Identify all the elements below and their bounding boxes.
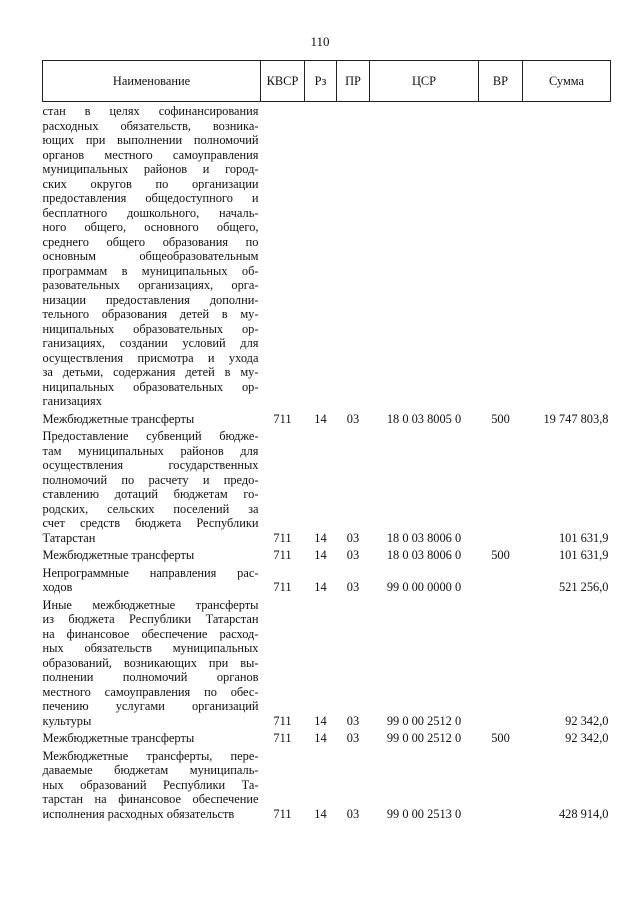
row-name-line: ходов xyxy=(42,580,73,594)
column-header-sum: Сумма xyxy=(523,61,611,102)
row-pr: 03 xyxy=(346,580,360,594)
row-rz: 14 xyxy=(314,713,327,728)
row-vr xyxy=(479,746,523,822)
row-name-line: печению услугами организаций xyxy=(42,699,259,713)
row-pr: 03 xyxy=(346,548,360,562)
row-name-line: ганизациях, создании условий для xyxy=(42,336,259,350)
row-rz: 14 xyxy=(314,411,327,426)
row-rz: 14 xyxy=(314,530,327,545)
row-name-line: полнении полномочий органов xyxy=(42,670,259,684)
row-pr: 03 xyxy=(346,713,360,728)
row-name-line: культуры xyxy=(42,713,92,728)
row-vr xyxy=(479,595,523,729)
row-name-line: ставлению дотаций бюджетам го- xyxy=(42,487,259,501)
row-name-line: среднего общего образования по xyxy=(42,234,259,249)
row-csr: 99 0 00 2512 0 xyxy=(386,731,462,745)
column-header-name: Наименование xyxy=(43,61,261,102)
row-vr: 500 xyxy=(491,731,510,745)
table-row xyxy=(43,409,611,427)
row-name-line: там муниципальных районов для xyxy=(42,443,259,458)
row-name-line: муниципальных районов и город- xyxy=(42,162,259,176)
row-kvsr: 711 xyxy=(273,713,292,728)
row-sum: 101 631,9 xyxy=(558,548,609,562)
row-name-line: низации предоставления дополни- xyxy=(42,292,259,307)
row-name-line: на финансовое обеспечение расход- xyxy=(42,626,259,641)
row-sum xyxy=(523,102,611,409)
row-rz: 14 xyxy=(314,731,327,745)
page-number: 110 xyxy=(310,34,330,49)
row-pr xyxy=(337,102,370,409)
row-name-line: основным общеобразовательным xyxy=(42,249,259,263)
row-kvsr xyxy=(261,102,305,409)
row-name-line: предоставления общедоступного и xyxy=(42,191,259,205)
row-kvsr: 711 xyxy=(273,731,292,745)
row-name-line: Межбюджетные трансферты xyxy=(42,548,195,562)
row-name-line: программам в муниципальных об- xyxy=(42,263,259,278)
row-name-line: образований, возникающих при вы- xyxy=(42,655,259,670)
row-name xyxy=(43,746,261,822)
row-name-line: местного самоуправления по обес- xyxy=(42,684,259,699)
column-header-vr: ВР xyxy=(479,61,523,102)
row-sum: 428 914,0 xyxy=(558,806,609,821)
row-name-line: Непрограммные направления рас- xyxy=(42,565,259,580)
row-csr xyxy=(370,102,479,409)
row-name-line: Межбюджетные трансферты, пере- xyxy=(42,748,259,763)
row-vr xyxy=(479,563,523,595)
row-name-line: осуществления присмотра и ухода xyxy=(42,350,259,365)
row-vr xyxy=(479,426,523,545)
row-name-line: Предоставление субвенций бюдже- xyxy=(42,429,259,443)
row-vr: 500 xyxy=(491,548,510,562)
row-name-line: ных образований Республики Та- xyxy=(42,777,259,792)
row-name xyxy=(43,545,261,563)
row-name-line: расходных обязательств, возника- xyxy=(42,118,259,133)
row-name-line: Татарстан xyxy=(42,530,96,545)
row-name-line: ганизациях xyxy=(42,394,102,408)
row-sum: 92 342,0 xyxy=(565,713,609,728)
table-row xyxy=(43,545,611,563)
row-kvsr: 711 xyxy=(273,411,292,426)
row-csr: 99 0 00 0000 0 xyxy=(386,580,462,594)
budget-table xyxy=(42,60,611,821)
table-row xyxy=(43,563,611,595)
row-rz: 14 xyxy=(314,548,327,562)
column-header-pr: ПР xyxy=(337,61,370,102)
row-name-line: ниципальных образовательных ор- xyxy=(42,321,259,336)
row-name-line: ющих при выполнении полномочий xyxy=(42,133,259,147)
table-row xyxy=(43,595,611,729)
row-name-line: ного общего, основного общего, xyxy=(42,220,259,234)
row-name xyxy=(43,426,261,545)
table-row xyxy=(43,746,611,822)
row-name-line: родских, сельских поселений за xyxy=(42,501,259,516)
row-csr: 18 0 03 8006 0 xyxy=(386,530,462,545)
row-name xyxy=(43,102,261,409)
row-name-line: тарстан на финансовое обеспечение xyxy=(42,792,259,806)
row-name-line: Межбюджетные трансферты xyxy=(42,411,195,426)
row-sum: 92 342,0 xyxy=(565,731,609,745)
row-name xyxy=(43,409,261,427)
table-header-row xyxy=(43,61,611,102)
row-name-line: счет средств бюджета Республики xyxy=(42,516,259,530)
table-row xyxy=(43,728,611,746)
row-name-line: из бюджета Республики Татарстан xyxy=(42,612,259,626)
row-name-line: разовательных организациях, орга- xyxy=(42,278,259,292)
row-pr: 03 xyxy=(346,806,360,821)
row-name-line: Межбюджетные трансферты xyxy=(42,731,195,745)
row-name-line: полномочий по расчету и предо- xyxy=(42,472,259,487)
column-header-csr: ЦСР xyxy=(370,61,479,102)
row-csr: 99 0 00 2513 0 xyxy=(386,806,462,821)
row-vr xyxy=(479,102,523,409)
row-kvsr: 711 xyxy=(273,530,292,545)
row-name-line: исполнения расходных обязательств xyxy=(42,806,235,821)
row-sum: 19 747 803,8 xyxy=(543,411,609,426)
column-header-kvsr: КВСР xyxy=(261,61,305,102)
row-sum: 101 631,9 xyxy=(558,530,609,545)
row-rz xyxy=(305,102,337,409)
row-kvsr: 711 xyxy=(273,548,292,562)
row-name-line: стан в целях софинансирования xyxy=(42,104,259,118)
row-kvsr: 711 xyxy=(273,806,292,821)
row-name-line: ских округов по организации xyxy=(42,176,259,191)
row-name xyxy=(43,563,261,595)
row-name-line: ных обязательств муниципальных xyxy=(42,641,259,655)
table-row xyxy=(43,426,611,545)
row-name-line: даваемые бюджетам муниципаль- xyxy=(42,763,259,777)
row-pr: 03 xyxy=(346,530,360,545)
row-name-line: Иные межбюджетные трансферты xyxy=(42,597,259,612)
row-rz: 14 xyxy=(314,806,327,821)
row-name-line: тельного образования детей в му- xyxy=(42,307,259,321)
row-csr: 18 0 03 8005 0 xyxy=(386,411,462,426)
row-pr: 03 xyxy=(346,731,360,745)
row-name-line: осуществления государственных xyxy=(42,458,259,472)
row-rz: 14 xyxy=(314,580,327,594)
row-name-line: бесплатного дошкольного, началь- xyxy=(42,205,259,220)
row-name-line: за детьми, содержания детей в му- xyxy=(42,365,259,379)
row-csr: 18 0 03 8006 0 xyxy=(386,548,462,562)
row-name xyxy=(43,595,261,729)
row-name xyxy=(43,728,261,746)
table-row xyxy=(43,102,611,409)
row-name-line: органов местного самоуправления xyxy=(42,147,259,162)
column-header-rz: Рз xyxy=(305,61,337,102)
table-body xyxy=(43,102,611,822)
row-csr: 99 0 00 2512 0 xyxy=(386,713,462,728)
row-name-line: ниципальных образовательных ор- xyxy=(42,379,259,394)
row-pr: 03 xyxy=(346,411,360,426)
row-kvsr: 711 xyxy=(273,580,292,594)
row-sum: 521 256,0 xyxy=(558,580,609,594)
row-vr: 500 xyxy=(491,411,510,426)
